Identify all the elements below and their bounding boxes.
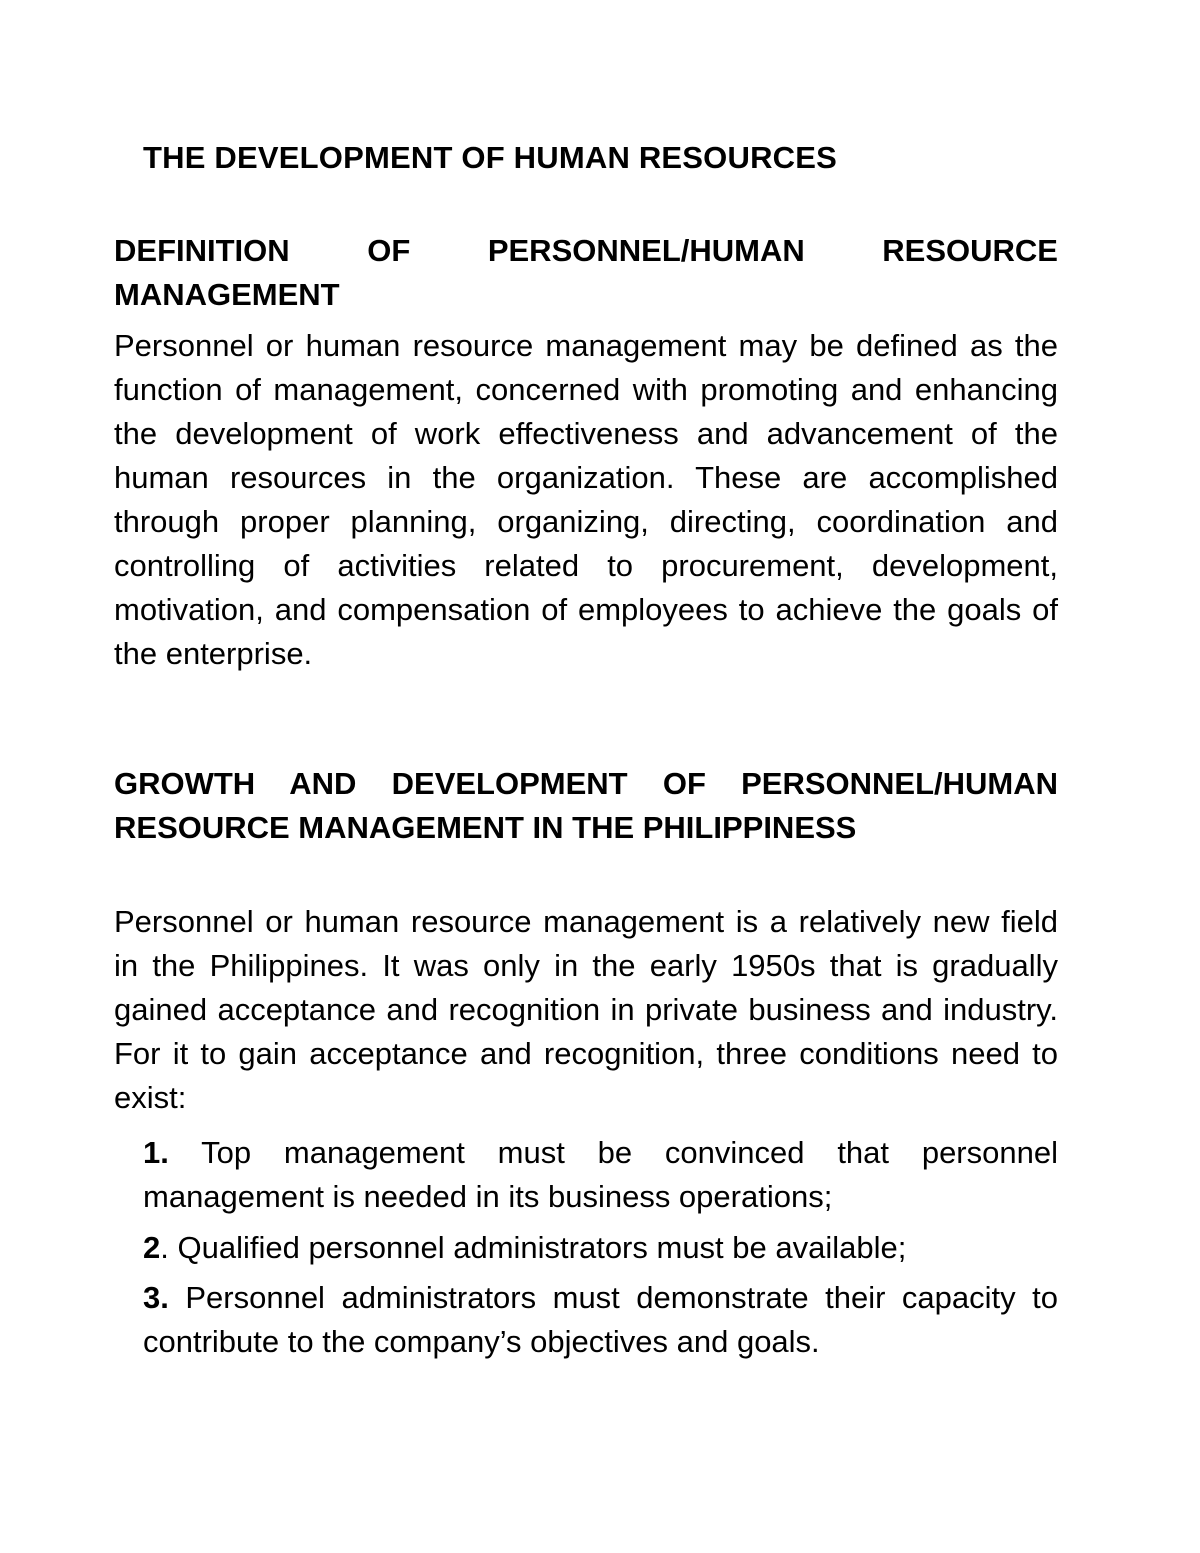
condition-item-2	[143, 1226, 1058, 1270]
condition-item-3	[143, 1276, 1058, 1364]
definition-paragraph: Personnel or human resource management may be defined as the function of management, concerned with promoting and enhancing the development of work effectiveness and advancement of the human resources in the organization. These are accomplished through proper planning, organizing, directing, coordination and controlling of activities related to procurement, development, motivation, and compensation of employees to achieve the goals of the enterprise.	[114, 328, 1058, 671]
condition-number: 2	[143, 1230, 161, 1265]
section-heading-definition: DEFINITION OF PERSONNEL/HUMAN RESOURCE MANAGEMENT	[114, 233, 1058, 312]
condition-text: Top management must be convinced that personnel management is needed in its business operations;	[143, 1135, 1058, 1214]
section-heading-growth: GROWTH AND DEVELOPMENT OF PERSONNEL/HUMAN RESOURCE MANAGEMENT IN THE PHILIPPINESS	[114, 766, 1058, 845]
document-title: THE DEVELOPMENT OF HUMAN RESOURCES	[143, 140, 838, 175]
condition-text: Personnel administrators must demonstrate their capacity to contribute to the company’s objectives and goals.	[143, 1280, 1058, 1359]
condition-number: 3.	[143, 1280, 169, 1315]
condition-text: . Qualified personnel administrators must be available;	[160, 1230, 907, 1265]
condition-number: 1.	[143, 1135, 169, 1170]
growth-paragraph: Personnel or human resource management is a relatively new field in the Philippines. It was only in the early 1950s that is gradually gained acceptance and recognition in private business and industry. For it to gain acceptance and recognition, three conditions need to exist:	[114, 904, 1058, 1115]
condition-item-1	[143, 1131, 1058, 1219]
